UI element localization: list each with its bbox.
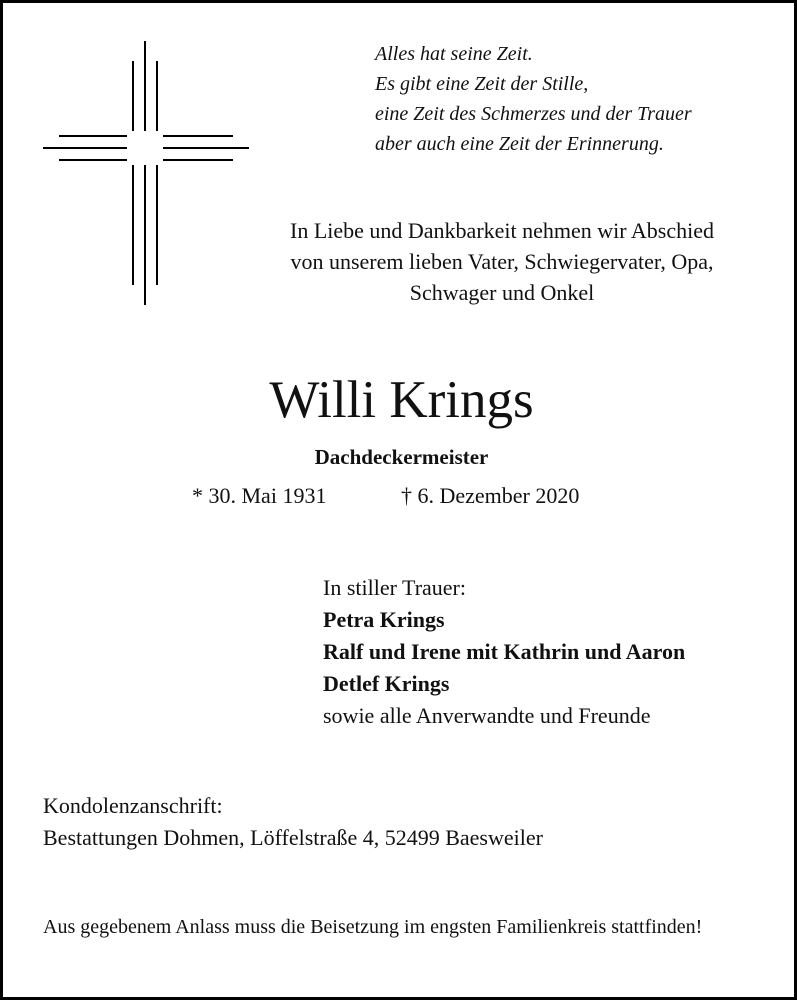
mourner-name: Ralf und Irene mit Kathrin und Aaron — [323, 639, 686, 664]
burial-notice: Aus gegebenem Anlass muss die Beisetzung im engsten Familienkreis stattfinden! — [43, 916, 703, 938]
condolence-address — [43, 790, 543, 854]
mourner-name: Petra Krings — [323, 607, 445, 632]
intro-line: Schwager und Onkel — [409, 280, 595, 305]
mourner-name: Detlef Krings — [323, 671, 450, 696]
mourners-others: sowie alle Anverwandte und Freunde — [323, 703, 651, 728]
intro-text — [203, 215, 797, 308]
deceased-profession: Dachdeckermeister — [314, 445, 489, 469]
intro-line: In Liebe und Dankbarkeit nehmen wir Abschied — [290, 218, 714, 243]
quote-line: eine Zeit des Schmerzes und der Trauer — [375, 103, 692, 125]
quote — [375, 39, 692, 159]
condolence-label: Kondolenzanschrift: — [43, 793, 223, 818]
mourners — [323, 572, 685, 732]
death-date: † 6. Dezember 2020 — [401, 483, 580, 508]
quote-line: aber auch eine Zeit der Erinnerung. — [375, 133, 664, 155]
quote-line: Alles hat seine Zeit. — [375, 43, 533, 65]
birth-date: * 30. Mai 1931 — [192, 483, 327, 508]
condolence-address-line: Bestattungen Dohmen, Löffelstraße 4, 52499 Baesweiler — [43, 825, 543, 850]
intro-line: von unserem lieben Vater, Schwiegervater, Opa, — [290, 249, 714, 274]
mourners-heading: In stiller Trauer: — [323, 575, 466, 600]
deceased-name: Willi Krings — [269, 371, 534, 429]
quote-line: Es gibt eine Zeit der Stille, — [375, 73, 589, 95]
